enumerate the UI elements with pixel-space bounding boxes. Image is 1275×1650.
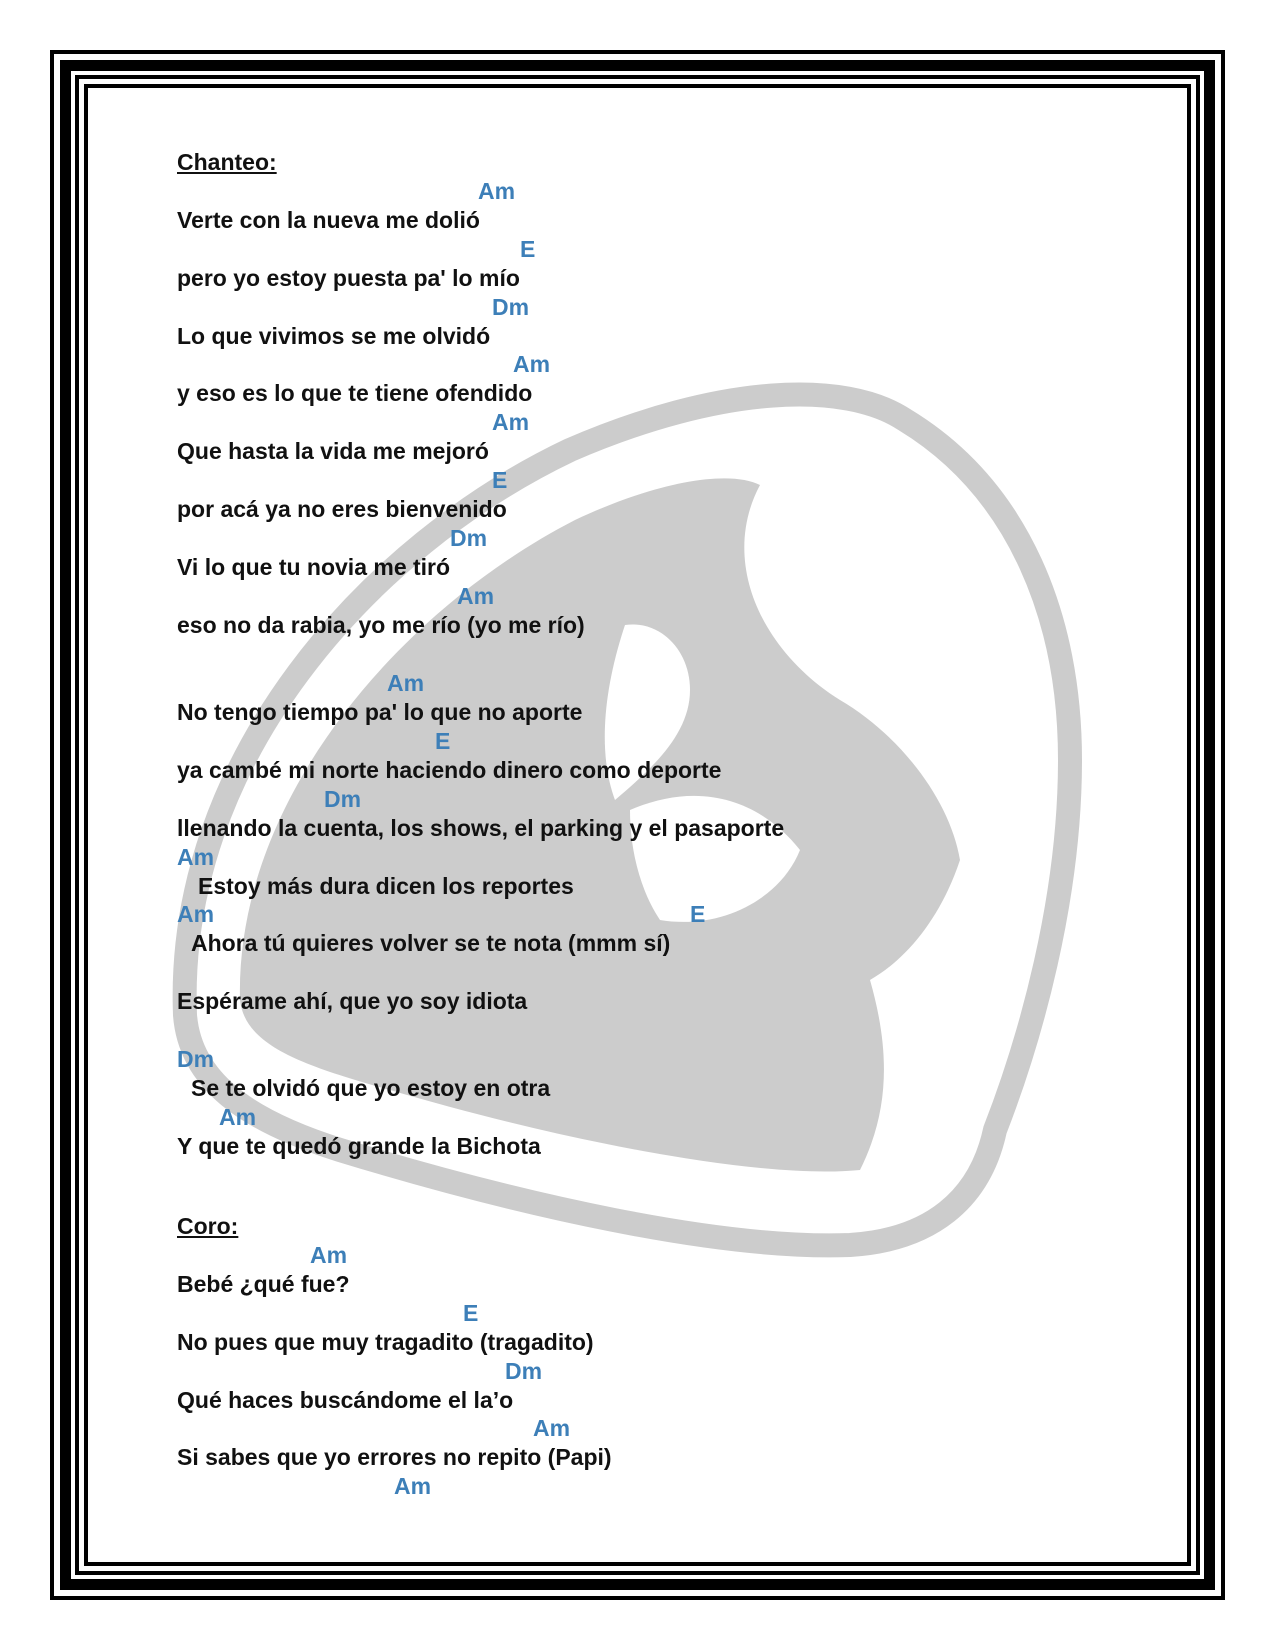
chord-label: E <box>492 467 508 493</box>
chord-label: Dm <box>505 1358 543 1384</box>
lyric-line: Lo que vivimos se me olvidó <box>177 323 491 349</box>
lyric-line: Qué haces buscándome el la’o <box>177 1387 514 1413</box>
chord-label: Am <box>177 901 215 927</box>
chord-label: Am <box>177 844 215 870</box>
chord-label: Am <box>219 1104 257 1130</box>
lyric-line: Ahora tú quieres volver se te nota (mmm sí) <box>191 930 671 956</box>
chord-label: Am <box>387 670 425 696</box>
chord-label: E <box>435 728 451 754</box>
lyric-line: Que hasta la vida me mejoró <box>177 438 489 464</box>
lyric-line: Verte con la nueva me dolió <box>177 207 480 233</box>
chord-label: Am <box>492 409 530 435</box>
lyric-line: por acá ya no eres bienvenido <box>177 496 507 522</box>
chord-label: Am <box>457 583 495 609</box>
chord-label: E <box>690 901 706 927</box>
lyric-line: y eso es lo que te tiene ofendido <box>177 380 533 406</box>
lyric-line: eso no da rabia, yo me río (yo me río) <box>177 612 585 638</box>
lyric-line: Bebé ¿qué fue? <box>177 1271 350 1297</box>
chord-label: Am <box>513 351 551 377</box>
lyric-line: llenando la cuenta, los shows, el parking y el pasaporte <box>177 815 785 841</box>
chord-label: Dm <box>450 525 488 551</box>
chord-label: Am <box>394 1473 432 1499</box>
chord-label: Dm <box>492 294 530 320</box>
chord-label: Am <box>310 1242 348 1268</box>
chord-label: E <box>520 236 536 262</box>
chord-label: Dm <box>177 1046 215 1072</box>
lyric-line: Estoy más dura dicen los reportes <box>198 873 574 899</box>
section-heading-coro: Coro: <box>177 1213 239 1239</box>
chord-label: Am <box>533 1415 571 1441</box>
lyric-line: No pues que muy tragadito (tragadito) <box>177 1329 594 1355</box>
lyric-line: pero yo estoy puesta pa' lo mío <box>177 265 520 291</box>
lyric-line: Y que te quedó grande la Bichota <box>177 1133 541 1159</box>
lyric-line: Vi lo que tu novia me tiró <box>177 554 451 580</box>
lyric-line: Se te olvidó que yo estoy en otra <box>191 1075 551 1101</box>
chord-label: E <box>463 1300 479 1326</box>
lyric-line: Si sabes que yo errores no repito (Papi) <box>177 1444 612 1470</box>
chord-label: Am <box>478 178 516 204</box>
lyric-line: ya cambé mi norte haciendo dinero como deporte <box>177 757 722 783</box>
section-heading-chanteo: Chanteo: <box>177 149 277 175</box>
lyric-line: No tengo tiempo pa' lo que no aporte <box>177 699 583 725</box>
lyric-line: Espérame ahí, que yo soy idiota <box>177 988 528 1014</box>
chord-label: Dm <box>324 786 362 812</box>
